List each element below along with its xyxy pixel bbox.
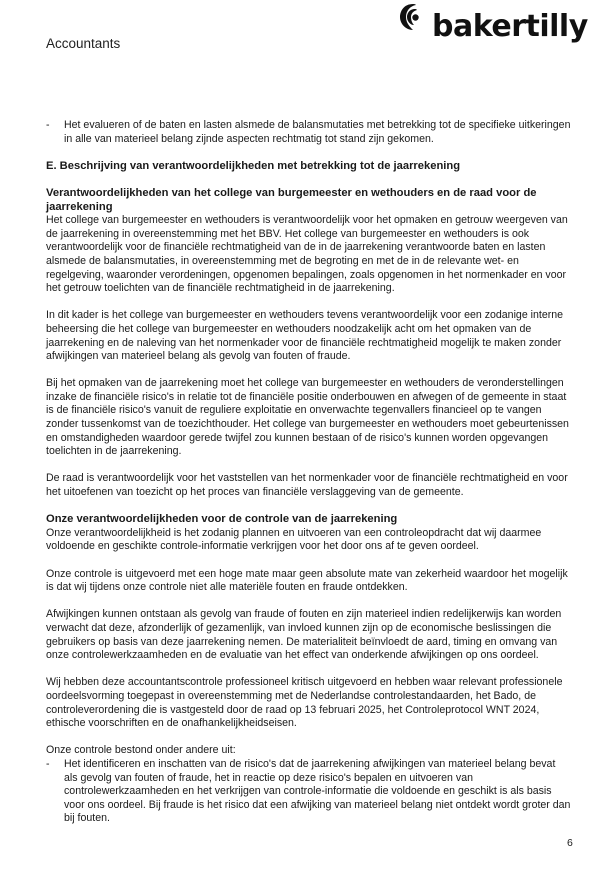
paragraph: Wij hebben deze accountantscontrole professioneel kritisch uitgevoerd en hebben waar relevant professionele oordeelsvorming toegepast in overeenstemming met de Nederlandse controlestandaarden, het Bado, de controleverordening die is vastgesteld door de raad op 13 februari 2025, het Controleprotocol WNT 2024, ethische voorschriften en de onafhankelijkheidseisen. xyxy=(46,676,563,730)
document-body xyxy=(46,119,571,826)
list-item xyxy=(46,758,571,826)
bullet-marker: - xyxy=(46,757,50,770)
bakertilly-logo xyxy=(398,9,588,44)
paragraph: Het college van burgemeester en wethouders is verantwoordelijk voor het opmaken en getrouw weergeven van de jaarrekening in overeenstemming met het BBV. Het college van burgemeester en wethouders is ook verantwoordelijk voor de financiële rechtmatigheid van de in de jaarrekening verantwoorde baten en lasten alsmede de balansmutaties, in overeenstemming met de begroting en met de in de relevante wet- en regelgeving, waaronder verordeningen, opgenomen bepalingen, zoals opgenomen in het normenkader en voor het getrouw toelichten van de financiële rechtmatigheid in de jaarrekening. xyxy=(46,214,568,295)
paragraph: Onze controle bestond onder andere uit: xyxy=(46,744,236,757)
paragraph: De raad is verantwoordelijk voor het vaststellen van het normenkader voor de financiële rechtmatigheid en voor het uitoefenen van toezicht op het proces van financiële verslaggeving van de gemeente. xyxy=(46,472,568,499)
paragraph: In dit kader is het college van burgemeester en wethouders tevens verantwoordelijk voor een zodanige interne beheersing die het college van burgemeester en wethouders noodzakelijk acht om het opmaken van de jaarrekening en de naleving van het normenkader voor de financiële rechtmatigheid mogelijk te maken zonder afwijkingen van materieel belang als gevolg van fouten of fraude. xyxy=(46,309,564,363)
subsection-our-responsibilities-heading: Onze verantwoordelijkheden voor de controle van de jaarrekening xyxy=(46,513,398,526)
page-number: 6 xyxy=(567,837,573,849)
paragraph: Onze controle is uitgevoerd met een hoge mate maar geen absolute mate van zekerheid waardoor het mogelijk is dat wij tijdens onze controle niet alle materiële fouten en fraude ontdekken. xyxy=(46,567,568,594)
bullet-text: Het evalueren of de baten en lasten alsmede de balansmutaties met betrekking tot de specifieke uitkeringen in alle van materieel belang zijnde aspecten rechtmatig tot stand zijn gekomen. xyxy=(64,119,571,145)
list-item xyxy=(46,119,571,146)
paragraph: Onze verantwoordelijkheid is het zodanig plannen en uitvoeren van een controleopdracht dat wij daarmee voldoende en geschikte controle-informatie verkrijgen voor het door ons af te geven oordeel. xyxy=(46,526,542,553)
bullet-text: Het identificeren en inschatten van de risico's dat de jaarrekening afwijkingen van materieel belang bevat als gevolg van fouten of fraude, het in reactie op deze risico's bepalen en uitvoeren van controlewerkzaamheden en het verkrijgen van controle-informatie die voldoende en geschikt is als basis voor ons oordeel. Bij fraude is het risico dat een afwijking van materieel belang niet ontdekt wordt groter dan bij fouten. xyxy=(64,757,571,825)
paragraph: Afwijkingen kunnen ontstaan als gevolg van fraude of fouten en zijn materieel indien redelijkerwijs kan worden verwacht dat deze, afzonderlijk of gezamenlijk, van invloed kunnen zijn op de economische beslissingen die gebruikers op basis van deze jaarrekening nemen. De materialiteit beïnvloedt de aard, timing en omvang van onze controlewerkzaamheden en de evaluatie van het effect van onderkende afwijkingen op ons oordeel. xyxy=(46,608,562,662)
bullet-marker: - xyxy=(46,119,50,131)
logo-wordmark: bakertilly xyxy=(432,9,588,44)
bakertilly-swirl-icon xyxy=(398,2,428,32)
header-section-label: Accountants xyxy=(46,36,121,51)
section-e-heading: E. Beschrijving van verantwoordelijkheden met betrekking tot de jaarrekening xyxy=(46,159,461,172)
subsection-college-heading: Verantwoordelijkheden van het college van burgemeester en wethouders en de raad voor de jaarrekening xyxy=(46,186,537,213)
paragraph: Bij het opmaken van de jaarrekening moet het college van burgemeester en wethouders de veronderstellingen inzake de financiële risico's in relatie tot de financiële positie onderbouwen en afwegen of de gemeente in staat is de financiële risico's vanuit de reguliere exploitatie en onverwachte tegenvallers financieel op te vangen zonder tussenkomst van de toezichthouder. Het college van burgemeester en wethouders moet gebeurtenissen en omstandigheden waardoor gerede twijfel zou kunnen bestaan of de risico's kunnen worden opgevangen toelichten in de jaarrekening. xyxy=(46,377,569,458)
